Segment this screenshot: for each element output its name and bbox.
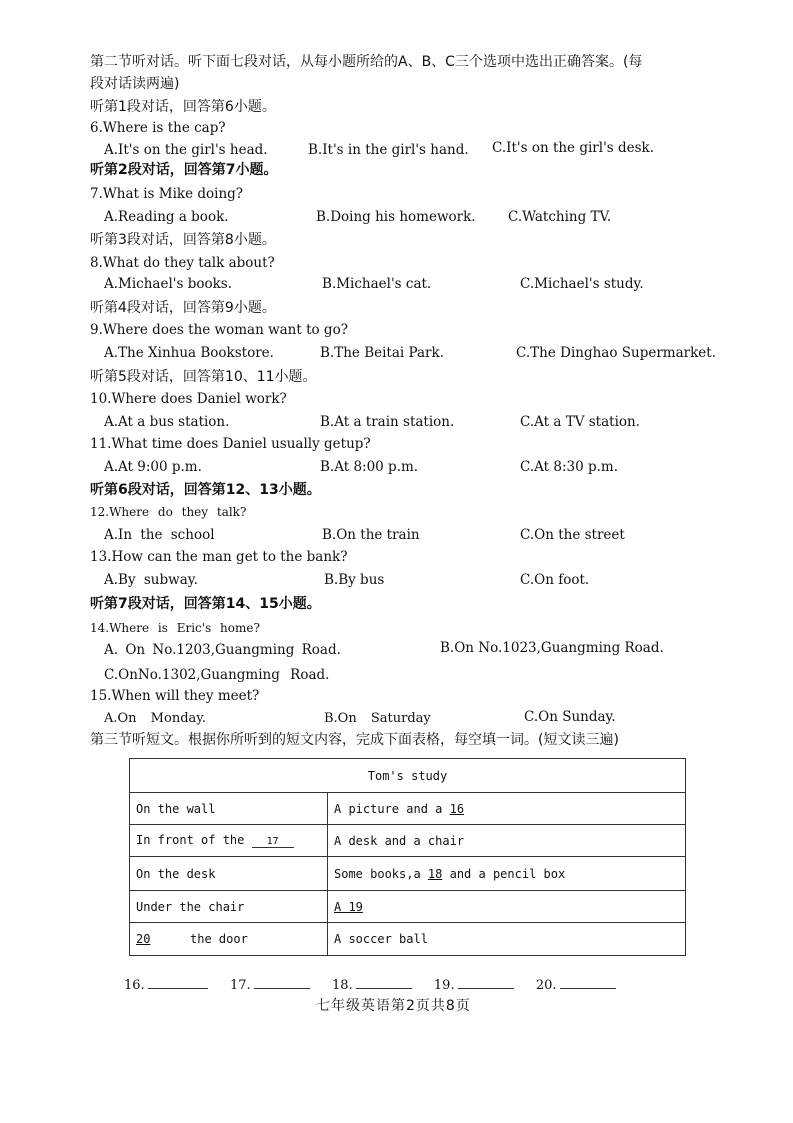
dialog-intro: 听第6段对话，回答第12、13小题。 — [90, 482, 321, 498]
option-a: A.It's on the girl's head. — [104, 142, 268, 158]
option-a: A. On No.1203,Guangming Road. — [104, 642, 341, 658]
answer-label: 17. — [229, 978, 251, 993]
question: 10.Where does Daniel work? — [90, 391, 287, 407]
table-cell: On the desk — [130, 857, 328, 891]
dialog-intro: 听第4段对话，回答第9小题。 — [90, 300, 276, 316]
answer-label: 16. — [124, 978, 145, 993]
blank-number: 18 — [427, 866, 443, 881]
dialog-intro: 听第2段对话，回答第7小题。 — [90, 162, 278, 178]
table-cell: Under the chair — [130, 891, 328, 923]
option-b: B.It's in the girl's hand. — [308, 142, 469, 158]
option-b: B.Michael's cat. — [322, 276, 432, 292]
option-a: A.At a bus station. — [104, 414, 230, 430]
option-b: B.At 8:00 p.m. — [320, 459, 419, 475]
answer-blank[interactable] — [148, 976, 208, 989]
option-b: B.Doing his homework. — [316, 209, 476, 225]
table-title: Tom's study — [130, 759, 686, 793]
option-c: C.The Dinghao Supermarket. — [516, 345, 716, 361]
option-c: C.On the street — [520, 527, 625, 543]
question: 13.How can the man get to the bank? — [90, 549, 348, 565]
option-c: C.On foot. — [520, 572, 590, 588]
option-a: A.At 9:00 p.m. — [104, 459, 202, 475]
cell-text: In front of the — [136, 833, 252, 847]
question: 9.Where does the woman want to go? — [90, 322, 348, 338]
option-b: B.By bus — [324, 572, 385, 588]
question: 14.Where is Eric's home? — [90, 621, 260, 635]
page-footer: 七年级英语第2页共8页 — [316, 998, 471, 1014]
table-row — [130, 825, 686, 857]
table-cell — [130, 923, 328, 956]
question: 15.When will they meet? — [90, 688, 260, 704]
dialog-intro: 听第5段对话，回答第10、11小题。 — [90, 369, 317, 385]
option-c: C.Michael's study. — [520, 276, 644, 292]
blank-number: 19 — [348, 899, 363, 914]
table-cell: A soccer ball — [328, 923, 686, 956]
option-b: B.On No.1023,Guangming Road. — [440, 640, 664, 656]
option-c: C.Watching TV. — [508, 209, 612, 225]
cell-text: A picture and a — [334, 801, 450, 816]
answer-line — [124, 976, 616, 995]
table-row — [130, 891, 686, 923]
cell-text: A — [334, 899, 349, 914]
question: 11.What time does Daniel usually getup? — [90, 436, 371, 452]
option-a: A.Reading a book. — [104, 209, 229, 225]
option-c: C.At a TV station. — [520, 414, 641, 430]
table-row — [130, 923, 686, 956]
option-c: C.On Sunday. — [524, 709, 616, 725]
blank-number: 20 — [136, 932, 151, 946]
option-b: B.On the train — [322, 527, 420, 543]
option-b: B.The Beitai Park. — [320, 345, 444, 361]
answer-blank[interactable] — [458, 976, 514, 989]
option-a: A.In the school — [104, 527, 215, 543]
table-cell: A desk and a chair — [328, 825, 686, 857]
blank-number: 16 — [449, 801, 465, 816]
option-a: A.By subway. — [104, 572, 198, 588]
table-cell — [130, 825, 328, 857]
answer-blank[interactable] — [254, 976, 310, 989]
cell-text: and a pencil box — [442, 866, 566, 881]
option-b: B.On Saturday — [324, 711, 431, 726]
cell-text: the door — [190, 932, 248, 946]
answer-label: 18. — [331, 978, 353, 993]
answer-label: 20. — [535, 978, 557, 993]
table-row — [130, 857, 686, 891]
dialog-intro: 听第1段对话，回答第6小题。 — [90, 99, 276, 115]
section2-header-line2: 段对话读两遍) — [90, 76, 180, 92]
option-c: C.It's on the girl's desk. — [492, 140, 655, 156]
table-cell — [328, 891, 686, 923]
table-cell: On the wall — [130, 793, 328, 825]
answer-blank[interactable] — [356, 976, 412, 989]
option-c: C.At 8:30 p.m. — [520, 459, 619, 475]
option-c: C.OnNo.1302,Guangming Road. — [104, 667, 330, 683]
table-cell — [328, 857, 686, 891]
section3-header: 第三节听短文。根据你所听到的短文内容，完成下面表格，每空填一词。(短文读三遍) — [90, 732, 619, 748]
question: 8.What do they talk about? — [90, 255, 275, 271]
option-a: A.On Monday. — [104, 711, 207, 726]
dialog-intro: 听第7段对话，回答第14、15小题。 — [90, 596, 321, 612]
section2-header-line1: 第二节听对话。听下面七段对话，从每小题所给的A、B、C三个选项中选出正确答案。(每 — [90, 54, 643, 70]
option-a: A.The Xinhua Bookstore. — [104, 345, 274, 361]
dialog-intro: 听第3段对话，回答第8小题。 — [90, 232, 276, 248]
answer-label: 19. — [433, 978, 455, 993]
question: 12.Where do they talk? — [90, 505, 247, 519]
table-cell — [328, 793, 686, 825]
cell-text: Some books,a — [334, 866, 428, 881]
study-table — [129, 758, 686, 956]
question: 7.What is Mike doing? — [90, 186, 244, 202]
question: 6.Where is the cap? — [90, 120, 226, 136]
option-b: B.At a train station. — [320, 414, 455, 430]
answer-blank[interactable] — [560, 976, 616, 989]
blank-number: 17 — [252, 836, 294, 848]
option-a: A.Michael's books. — [104, 276, 233, 292]
table-row — [130, 793, 686, 825]
